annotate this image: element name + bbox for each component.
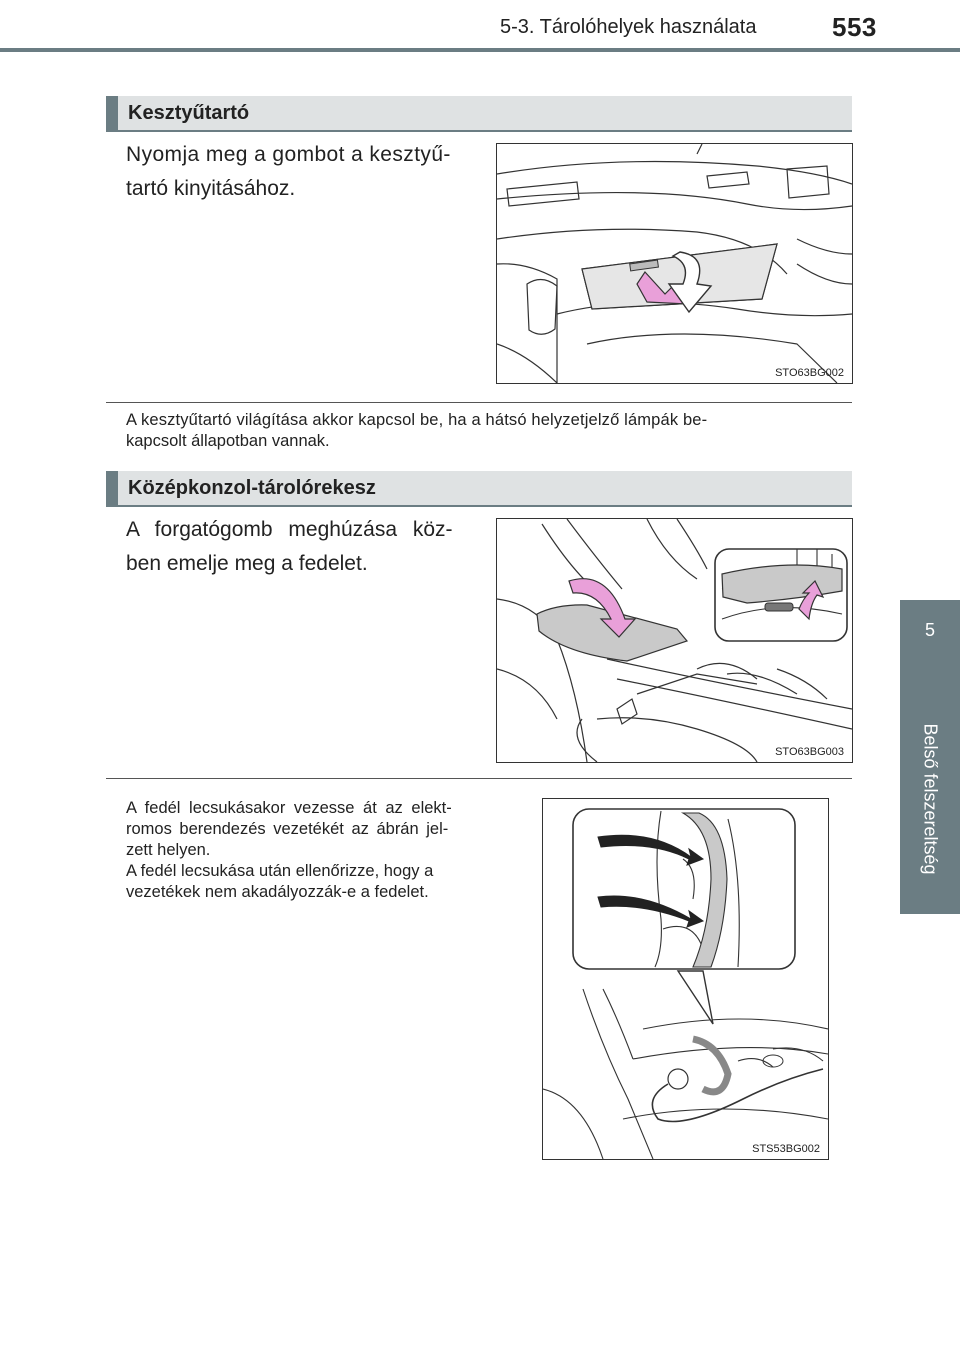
chapter-title: Belső felszereltség bbox=[920, 723, 941, 875]
console-illustration bbox=[497, 519, 852, 762]
note-line: A kesztyűtartó világítása akkor kapcsol be, ha a hátsó helyzetjelző lámpák be- bbox=[126, 411, 708, 429]
section-heading-glovebox bbox=[106, 96, 852, 130]
section-heading-console bbox=[106, 471, 852, 505]
chapter-tab bbox=[900, 600, 960, 684]
note-line: zett helyen. bbox=[126, 841, 211, 859]
note-line: A fedél lecsukása után ellenőrizze, hogy a bbox=[126, 862, 434, 880]
instruction-line: tartó kinyitásához. bbox=[126, 177, 296, 200]
console-instruction bbox=[126, 513, 476, 581]
chapter-title-wrap bbox=[900, 684, 960, 914]
page-number: 553 bbox=[832, 12, 877, 42]
figure-code: STS53BG002 bbox=[752, 1143, 820, 1155]
note-line: kapcsolt állapotban vannak. bbox=[126, 432, 330, 450]
note-line: A fedél lecsukásakor vezesse át az elekt- bbox=[126, 799, 452, 817]
glovebox-illustration bbox=[497, 144, 852, 383]
instruction-line: Nyomja meg a gombot a kesztyű- bbox=[126, 143, 451, 166]
note-line: vezetékek nem akadályozzák-e a fedelet. bbox=[126, 883, 429, 901]
running-header: 5-3. Tárolóhelyek használata bbox=[500, 16, 757, 38]
figure-code: STO63BG003 bbox=[775, 746, 844, 758]
chapter-number: 5 bbox=[924, 620, 935, 640]
divider bbox=[106, 402, 852, 403]
note-line: romos berendezés vezetékét az ábrán jel- bbox=[126, 820, 449, 838]
cord-routing-illustration bbox=[543, 799, 828, 1159]
heading-marker bbox=[106, 96, 118, 130]
heading-rule bbox=[106, 505, 852, 507]
instruction-line: ben emelje meg a fedelet. bbox=[126, 552, 368, 575]
divider bbox=[106, 778, 852, 779]
header-rule bbox=[0, 48, 960, 52]
heading-text: Középkonzol-tárolórekesz bbox=[128, 477, 376, 499]
figure-code: STO63BG002 bbox=[775, 367, 844, 379]
figure-glovebox bbox=[496, 143, 853, 384]
figure-cord-routing bbox=[542, 798, 829, 1160]
heading-marker bbox=[106, 471, 118, 505]
figure-console-lid bbox=[496, 518, 853, 763]
glovebox-instruction bbox=[126, 138, 476, 206]
instruction-line: A forgatógomb meghúzása köz- bbox=[126, 518, 453, 541]
heading-rule bbox=[106, 130, 852, 132]
glovebox-note bbox=[126, 410, 852, 452]
console-note bbox=[126, 798, 518, 903]
heading-text: Kesztyűtartó bbox=[128, 102, 250, 124]
